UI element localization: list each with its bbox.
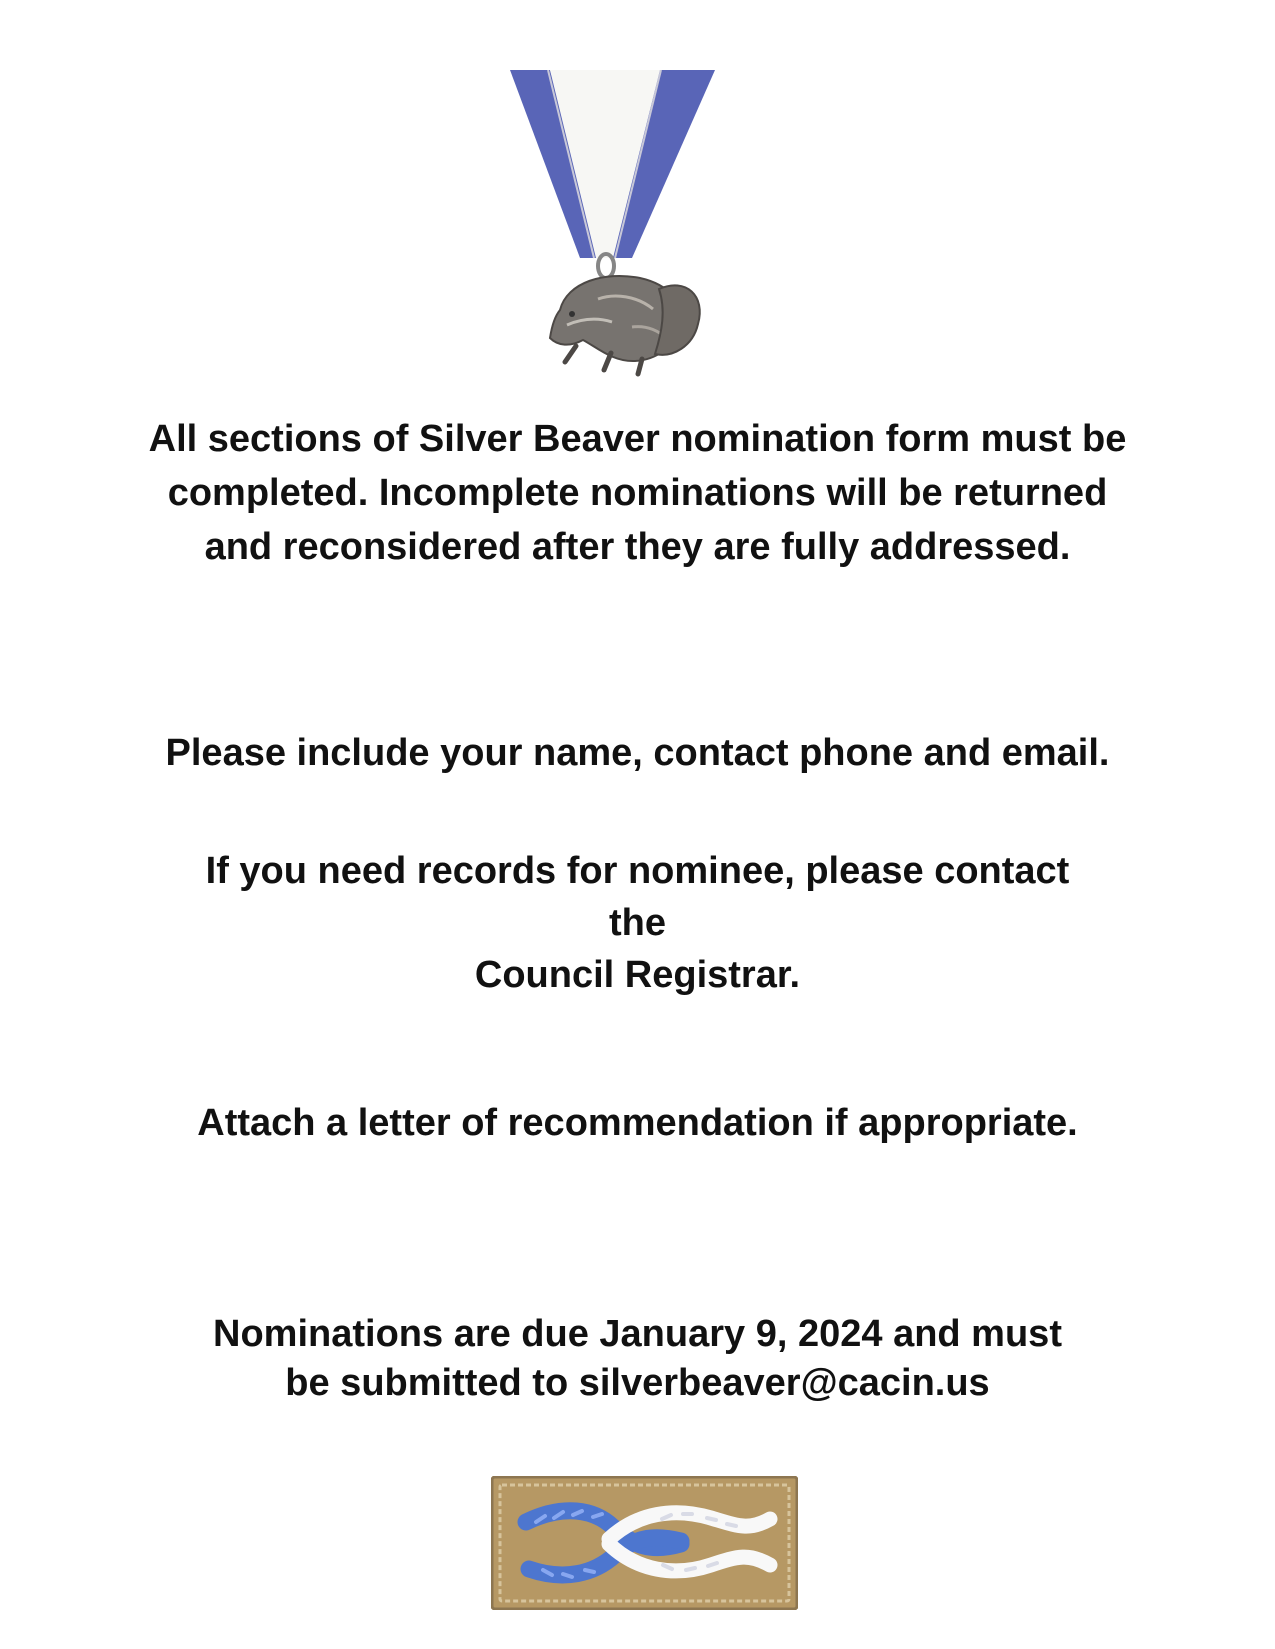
contact-request: Please include your name, contact phone and email. [165,732,1110,774]
deadline-line-1: Nominations are due January 9, 2024 and must [213,1313,1062,1355]
attachment-note: Attach a letter of recommendation if appropriate. [197,1102,1078,1144]
records-request-line-1: If you need records for nominee, please contact [205,850,1070,892]
silver-beaver-medal-icon [510,70,740,390]
records-request [140,845,1135,1001]
completion-notice: All sections of Silver Beaver nomination form must be completed. Incomplete nominations will be returned and reconsidered after they are fully addressed. [148,418,1127,568]
deadline-notice [140,1310,1135,1408]
records-request-line-2: the [609,902,666,944]
deadline-line-2: be submitted to silverbeaver@cacin.us [285,1362,990,1404]
square-knot-patch-icon [491,1476,798,1610]
records-request-line-3: Council Registrar. [474,954,801,996]
